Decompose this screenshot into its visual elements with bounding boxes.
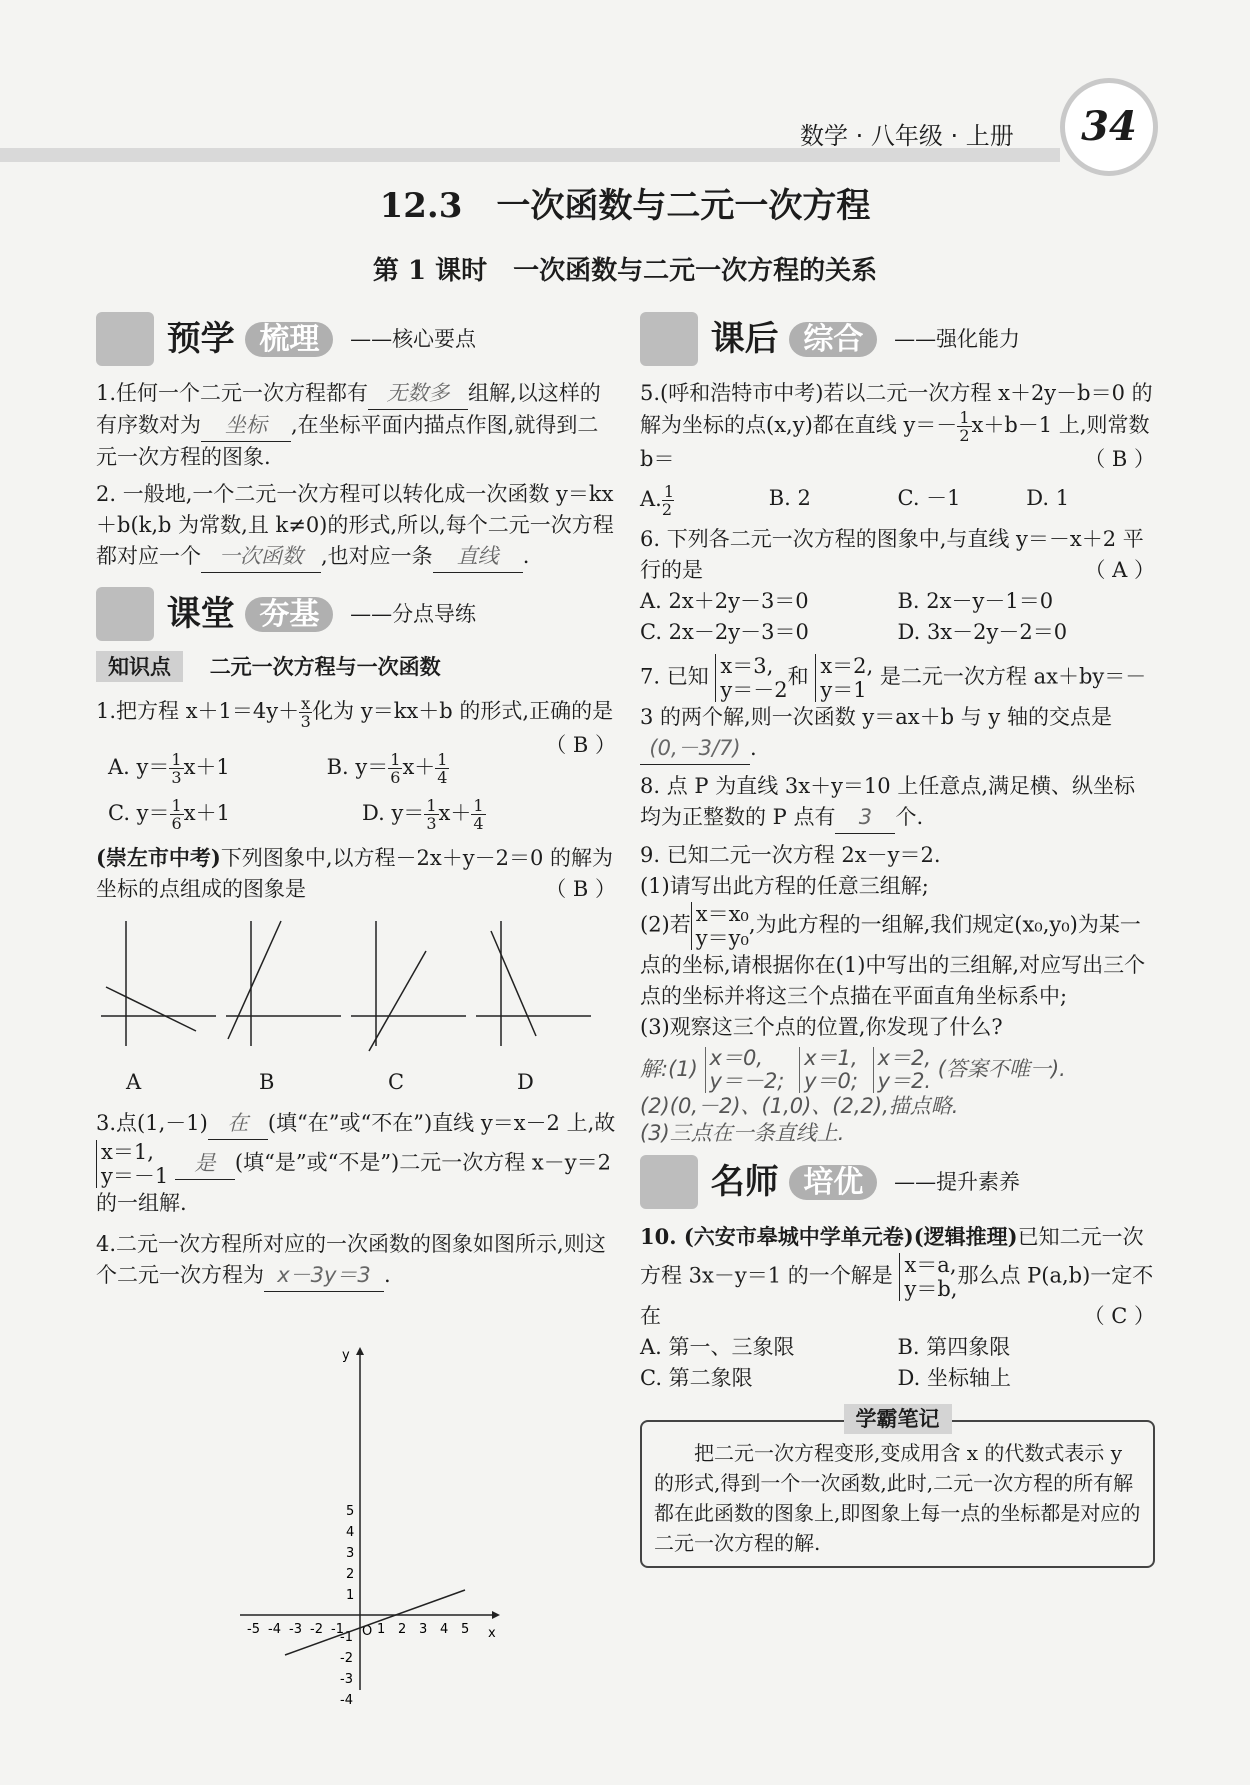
y-tick-label: 4 (346, 1525, 355, 1540)
answer-blank: 坐标 (201, 410, 291, 442)
after-q8: 8. 点 P 为直线 3x＋y＝10 上任意点,满足横、纵坐标均为正整数的 P 点有 3 个. (640, 771, 1155, 834)
x-tick-label: -2 (310, 1622, 323, 1637)
school-icon (96, 312, 154, 366)
classroom-q2: (崇左市中考)下列图象中,以方程－2x＋y－2＝0 的解为坐标的点组成的图象是 （ B ） (96, 842, 616, 905)
answer-blank: 在 (208, 1108, 268, 1140)
preview-q1: 1.任何一个二元一次方程都有 无数多 组解,以这样的有序数对为 坐标 ,在坐标平面内描点作图,就得到二元一次方程的图象. (96, 378, 616, 473)
after-class-pill: 综合 (789, 322, 877, 357)
preview-pill: 梳理 (245, 322, 333, 357)
classroom-desc: ——分点导练 (350, 601, 477, 626)
lamp-icon (640, 1155, 698, 1209)
answer-blank: 是 (175, 1148, 235, 1180)
answer-bracket: （ A ） (1084, 558, 1155, 582)
after-class-desc: ——强化能力 (894, 326, 1021, 351)
x-tick-label: 4 (440, 1622, 449, 1637)
answer-blank: 直线 (433, 541, 523, 573)
y-tick-label: -3 (340, 1672, 353, 1687)
x-tick-label: 2 (398, 1622, 407, 1637)
x-tick-label: 3 (419, 1622, 428, 1637)
subject-label: 数学 · 八年级 · 上册 (800, 122, 1014, 150)
answer-blank: 无数多 (368, 378, 468, 410)
teacher-desc: ——提升素养 (894, 1169, 1021, 1194)
after-q6: 6. 下列各二元一次方程的图象中,与直线 y＝－x＋2 平行的是 （ A ） A. 2x＋2y－3＝0 B. 2x－y－1＝0 C. 2x－2y－3＝0 D. 3x－2y－2＝0 (640, 527, 1155, 644)
preview-q2: 2. 一般地,一个二元一次方程可以转化成一次函数 y＝kx＋b(k,b 为常数,且 k≠0)的形式,所以,每个二元一次方程都对应一个 一次函数 ,也对应一条 直线 . (96, 479, 616, 573)
y-tick-label: -1 (340, 1630, 353, 1645)
svg-text:y: y (342, 1348, 350, 1363)
graph-C (351, 921, 466, 1051)
after-class-title: 课后 (710, 318, 779, 359)
classroom-pill: 夯基 (245, 597, 333, 632)
answer-bracket: （ C ） (1083, 1304, 1155, 1328)
answer-blank: (0,－3/7) (640, 733, 750, 765)
classroom-q3: 3.点(1,－1) 在 (填“在”或“不在”)直线 y＝x－2 上,故 x＝1, y＝－1 是 (填“是”或“不是”)二元一次方程 x－y＝2 的一组解. (96, 1108, 616, 1219)
preview-desc: ——核心要点 (350, 326, 477, 351)
classroom-q1: 1.把方程 x＋1＝4y＋ $\frac{x}{3}$ 化为 y＝kx＋b 的形式,正确的是 （ B ） A. y＝ $\frac{1}{3}$ x＋1 B. y＝ $\frac{1}{6}$ x＋ $\frac{1}{4}$ C. y＝ $\frac{1}{6}$ x＋1 D. y＝ $\frac{1}{3}$ x＋ $\frac{1}{4}$ (96, 694, 616, 833)
lesson-subtitle: 第 1 课时 一次函数与二元一次方程的关系 (372, 256, 878, 286)
kp-tag: 知识点 (96, 651, 183, 682)
x-tick-label: -4 (268, 1622, 281, 1637)
option-graphs (96, 911, 616, 1071)
answer-bracket: （ B ） (545, 733, 616, 757)
after-class-section-header (640, 312, 1155, 372)
svg-text:O: O (362, 1624, 373, 1639)
q4-graph (230, 1345, 500, 1708)
after-q9: 9. 已知二元一次方程 2x－y＝2. (1)请写出此方程的任意三组解; (2)若 x＝x₀ y＝y₀ ,为此方程的一组解,我们规定(x₀,y₀)为某一点的坐标,请根据你在(1)中写出的三组解,对应写出三个点的坐标并将这三个点描在平面直角坐标系中; (3)观察这三个点的位置,你发现了什么? 解:(1) x＝0, y＝－2; x＝1, y＝0; x＝2, y＝2. (答案不唯一). (2)(0,－2)、(1,0)、(2,2),描点略. (3)三点在一条直线上. (640, 840, 1155, 1147)
y-tick-label: 1 (346, 1588, 355, 1603)
x-ticks (247, 1622, 469, 1637)
y-tick-label: 2 (346, 1567, 355, 1582)
x-tick-label: 5 (461, 1622, 470, 1637)
right-column (640, 312, 1155, 1568)
y-tick-label: 5 (346, 1504, 355, 1519)
graph-B (226, 921, 341, 1046)
study-note-box (640, 1406, 1155, 1568)
graph-D (476, 921, 591, 1046)
preview-section-header (96, 312, 616, 372)
y-ticks (340, 1504, 354, 1708)
svg-text:x: x (488, 1626, 496, 1641)
note-text: 把二元一次方程变形,变成用含 x 的代数式表示 y 的形式,得到一个一次函数,此时,二元一次方程的所有解都在此函数的图象上,即图象上每一点的坐标都是对应的二元一次方程的解. (654, 1441, 1141, 1555)
y-tick-label: 3 (346, 1546, 355, 1561)
teacher-section-header (640, 1155, 1155, 1215)
x-tick-label: -3 (289, 1622, 302, 1637)
classroom-section-header (96, 587, 616, 647)
book-abc-icon (640, 312, 698, 366)
backpack-icon (96, 587, 154, 641)
page-number: 34 (1060, 78, 1158, 176)
after-q7: 7. 已知 x＝3, y＝－2 和 x＝2, y＝1 是二元一次方程 ax＋by＝－3 的两个解,则一次函数 y＝ax＋b 与 y 轴的交点是(0,－3/7) . (640, 654, 1155, 765)
preview-title: 预学 (166, 318, 235, 359)
graph-labels: A B C D (126, 1070, 534, 1094)
answer-bracket: （ B ） (545, 877, 616, 901)
teacher-title: 名师 (710, 1161, 779, 1202)
after-q5: 5.(呼和浩特市中考)若以二元一次方程 x＋2y－b＝0 的解为坐标的点(x,y)都在直线 y＝－ $\frac{1}{2}$ x＋b－1 上,则常数 b＝ （ B ） A. $\frac{1}{2}$ B. 2 C. －1 D. 1 (640, 381, 1155, 519)
answer-bracket: （ B ） (1084, 447, 1155, 471)
graph-A (101, 921, 216, 1046)
kp-title: 二元一次方程与一次函数 (209, 654, 441, 679)
knowledge-point (96, 651, 616, 683)
y-tick-label: -4 (340, 1693, 353, 1708)
answer-blank: x－3y＝3 (264, 1260, 384, 1292)
classroom-q4: 4.二元一次方程所对应的一次函数的图象如图所示,则这个二元一次方程为 x－3y＝3 . (96, 1229, 616, 1292)
q9-solution: 解:(1) x＝0, y＝－2; x＝1, y＝0; x＝2, y＝2. (答案不唯一). (2)(0,－2)、(1,0)、(2,2),描点略. (3)三点在一条直线上. (640, 1046, 1066, 1145)
answer-blank: 一次函数 (201, 541, 321, 573)
section-title: 12.3 一次函数与二元一次方程 (379, 186, 871, 226)
y-tick-label: -2 (340, 1651, 353, 1666)
classroom-title: 课堂 (166, 593, 235, 634)
x-tick-label: -5 (247, 1622, 260, 1637)
left-column (96, 312, 616, 1292)
x-tick-label: 1 (377, 1622, 386, 1637)
note-title: 学霸笔记 (844, 1404, 952, 1434)
teacher-pill: 培优 (789, 1165, 877, 1200)
x-tick-label: -1 (331, 1622, 344, 1637)
teacher-q10: 10. (六安市皋城中学单元卷)(逻辑推理)已知二元一次方程 3x－y＝1 的一个解是 x＝a, y＝b, 那么点 P(a,b)一定不在 （ C ） A. 第一、三象限 B. 第四象限 C. 第二象限 D. 坐标轴上 (640, 1224, 1155, 1390)
answer-blank: 3 (835, 802, 895, 834)
